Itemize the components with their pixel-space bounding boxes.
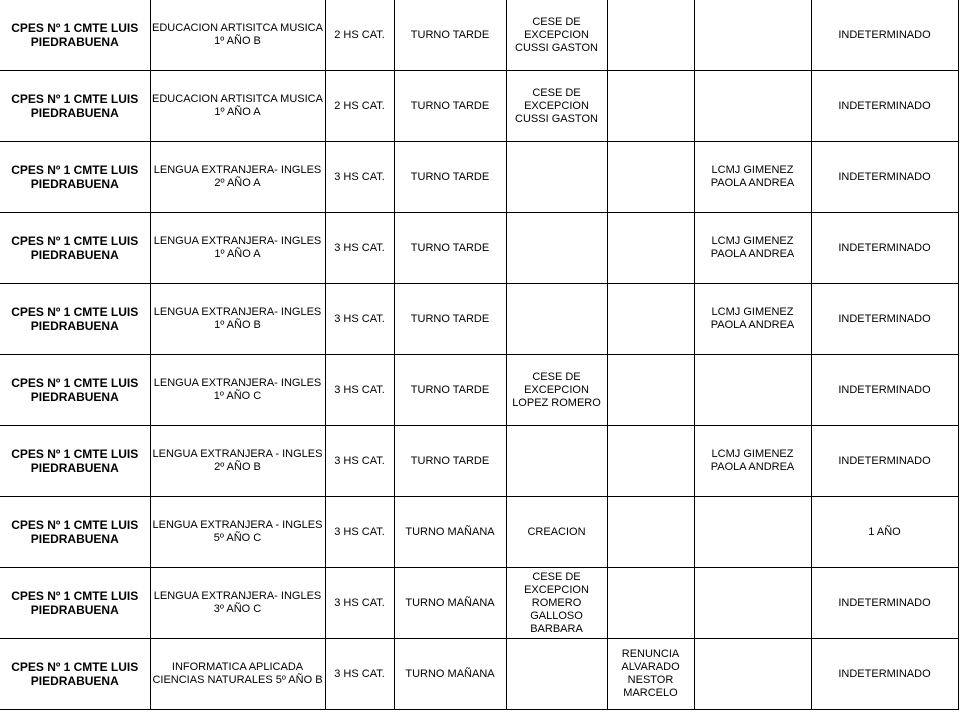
resignation-cell — [607, 71, 694, 142]
subject-cell: EDUCACION ARTISITCA MUSICA 1º AÑO A — [150, 71, 325, 142]
hours-cell: 3 HS CAT. — [325, 213, 394, 284]
duration-cell: INDETERMINADO — [811, 213, 958, 284]
hours-cell: 3 HS CAT. — [325, 568, 394, 639]
shift-cell: TURNO MAÑANA — [394, 497, 506, 568]
school-cell: CPES Nº 1 CMTE LUIS PIEDRABUENA — [0, 0, 150, 71]
subject-cell: LENGUA EXTRANJERA- INGLES 1º AÑO B — [150, 284, 325, 355]
shift-cell: TURNO TARDE — [394, 0, 506, 71]
holder-cell: LCMJ GIMENEZ PAOLA ANDREA — [694, 142, 811, 213]
duration-cell: 1 AÑO — [811, 497, 958, 568]
hours-cell: 2 HS CAT. — [325, 0, 394, 71]
school-cell: CPES Nº 1 CMTE LUIS PIEDRABUENA — [0, 213, 150, 284]
cause-cell: CESE DE EXCEPCION CUSSI GASTON — [506, 0, 607, 71]
table-row — [0, 0, 958, 71]
shift-cell: TURNO TARDE — [394, 213, 506, 284]
table-row — [0, 355, 958, 426]
resignation-cell — [607, 284, 694, 355]
subject-cell: LENGUA EXTRANJERA - INGLES 5º AÑO C — [150, 497, 325, 568]
holder-cell — [694, 71, 811, 142]
subject-cell: LENGUA EXTRANJERA- INGLES 3º AÑO C — [150, 568, 325, 639]
duration-cell: INDETERMINADO — [811, 284, 958, 355]
holder-cell — [694, 639, 811, 710]
shift-cell: TURNO TARDE — [394, 426, 506, 497]
shift-cell: TURNO MAÑANA — [394, 639, 506, 710]
cause-cell: CREACION — [506, 497, 607, 568]
subject-cell: LENGUA EXTRANJERA- INGLES 1º AÑO C — [150, 355, 325, 426]
hours-cell: 3 HS CAT. — [325, 639, 394, 710]
holder-cell: LCMJ GIMENEZ PAOLA ANDREA — [694, 284, 811, 355]
duration-cell: INDETERMINADO — [811, 639, 958, 710]
school-cell: CPES Nº 1 CMTE LUIS PIEDRABUENA — [0, 426, 150, 497]
subject-cell: LENGUA EXTRANJERA - INGLES 2º AÑO B — [150, 426, 325, 497]
hours-cell: 3 HS CAT. — [325, 142, 394, 213]
table-row — [0, 284, 958, 355]
duration-cell: INDETERMINADO — [811, 0, 958, 71]
resignation-cell — [607, 142, 694, 213]
shift-cell: TURNO TARDE — [394, 71, 506, 142]
holder-cell: LCMJ GIMENEZ PAOLA ANDREA — [694, 426, 811, 497]
duration-cell: INDETERMINADO — [811, 568, 958, 639]
resignation-cell — [607, 497, 694, 568]
cause-cell: CESE DE EXCEPCION ROMERO GALLOSO BARBARA — [506, 568, 607, 639]
table-row — [0, 426, 958, 497]
school-cell: CPES Nº 1 CMTE LUIS PIEDRABUENA — [0, 355, 150, 426]
school-cell: CPES Nº 1 CMTE LUIS PIEDRABUENA — [0, 497, 150, 568]
hours-cell: 2 HS CAT. — [325, 71, 394, 142]
resignation-cell — [607, 355, 694, 426]
subject-cell: INFORMATICA APLICADA CIENCIAS NATURALES 5º AÑO B — [150, 639, 325, 710]
duration-cell: INDETERMINADO — [811, 355, 958, 426]
cause-cell — [506, 639, 607, 710]
shift-cell: TURNO MAÑANA — [394, 568, 506, 639]
cause-cell: CESE DE EXCEPCION CUSSI GASTON — [506, 71, 607, 142]
duration-cell: INDETERMINADO — [811, 426, 958, 497]
table-row — [0, 71, 958, 142]
holder-cell — [694, 497, 811, 568]
shift-cell: TURNO TARDE — [394, 284, 506, 355]
holder-cell — [694, 0, 811, 71]
holder-cell — [694, 355, 811, 426]
cause-cell: CESE DE EXCEPCION LOPEZ ROMERO — [506, 355, 607, 426]
school-cell: CPES Nº 1 CMTE LUIS PIEDRABUENA — [0, 284, 150, 355]
school-cell: CPES Nº 1 CMTE LUIS PIEDRABUENA — [0, 568, 150, 639]
cause-cell — [506, 426, 607, 497]
subject-cell: EDUCACION ARTISITCA MUSICA 1º AÑO B — [150, 0, 325, 71]
holder-cell — [694, 568, 811, 639]
duration-cell: INDETERMINADO — [811, 71, 958, 142]
hours-cell: 3 HS CAT. — [325, 355, 394, 426]
resignation-cell — [607, 213, 694, 284]
resignation-cell — [607, 426, 694, 497]
resignation-cell — [607, 568, 694, 639]
cause-cell — [506, 142, 607, 213]
resignation-cell: RENUNCIA ALVARADO NESTOR MARCELO — [607, 639, 694, 710]
subject-cell: LENGUA EXTRANJERA- INGLES 2º AÑO A — [150, 142, 325, 213]
table-row — [0, 213, 958, 284]
duration-cell: INDETERMINADO — [811, 142, 958, 213]
cause-cell — [506, 284, 607, 355]
hours-cell: 3 HS CAT. — [325, 426, 394, 497]
resignation-cell — [607, 0, 694, 71]
hours-cell: 3 HS CAT. — [325, 497, 394, 568]
shift-cell: TURNO TARDE — [394, 355, 506, 426]
hours-cell: 3 HS CAT. — [325, 284, 394, 355]
holder-cell: LCMJ GIMENEZ PAOLA ANDREA — [694, 213, 811, 284]
table-row — [0, 568, 958, 639]
table-row — [0, 142, 958, 213]
shift-cell: TURNO TARDE — [394, 142, 506, 213]
school-cell: CPES Nº 1 CMTE LUIS PIEDRABUENA — [0, 71, 150, 142]
subject-cell: LENGUA EXTRANJERA- INGLES 1º AÑO A — [150, 213, 325, 284]
school-cell: CPES Nº 1 CMTE LUIS PIEDRABUENA — [0, 639, 150, 710]
table-row — [0, 497, 958, 568]
table-row — [0, 639, 958, 710]
school-cell: CPES Nº 1 CMTE LUIS PIEDRABUENA — [0, 142, 150, 213]
cause-cell — [506, 213, 607, 284]
